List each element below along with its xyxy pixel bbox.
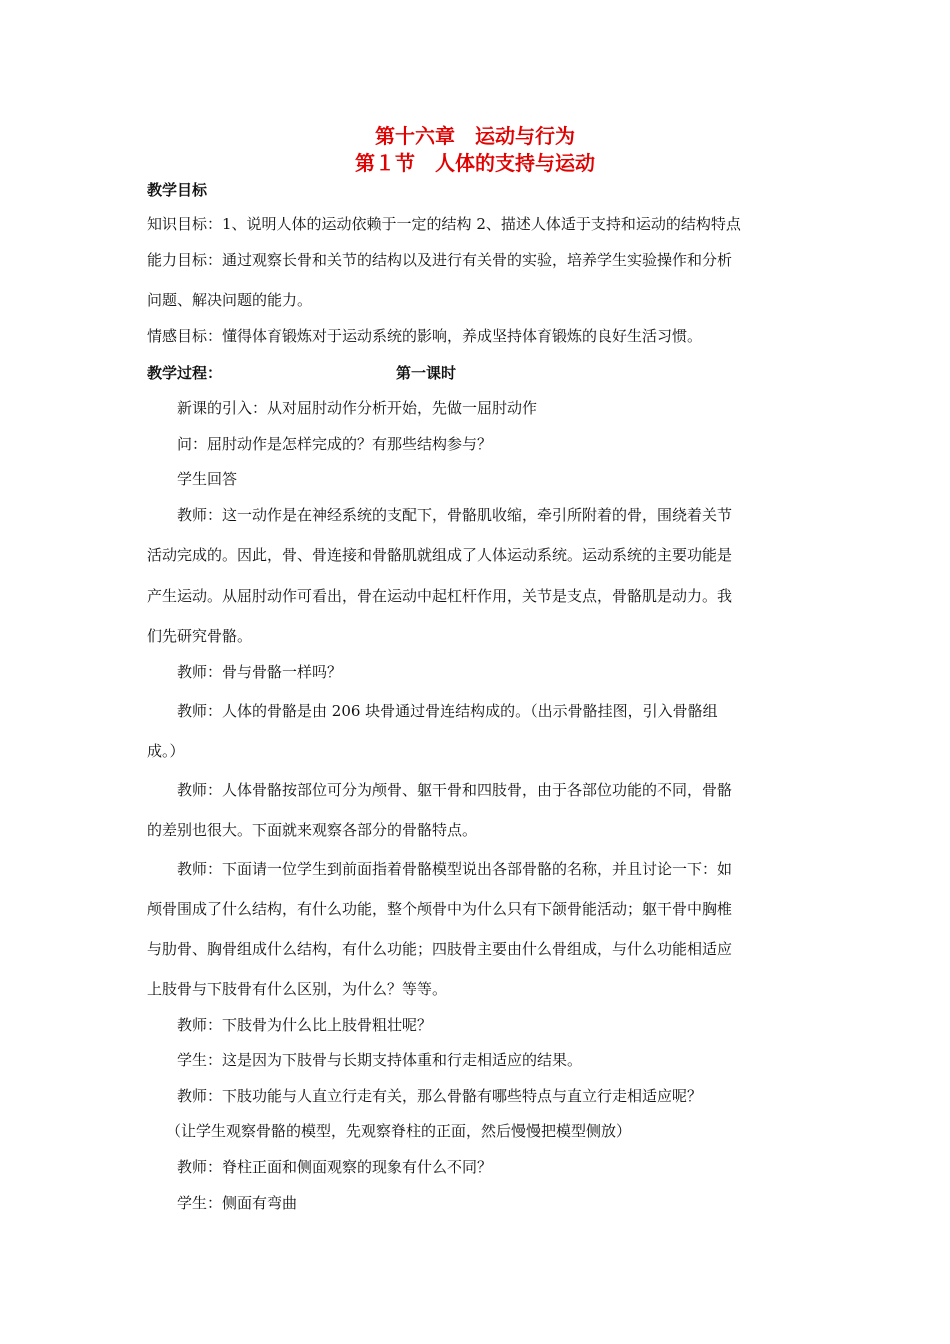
- lesson-label: 第一课时: [396, 364, 457, 382]
- paragraph-line: 学生回答: [177, 470, 238, 488]
- paragraph-line: 新课的引入：从对屈肘动作分析开始，先做一屈肘动作: [177, 399, 538, 417]
- emotion-goal: 情感目标：懂得体育锻炼对于运动系统的影响，养成坚持体育锻炼的良好生活习惯。: [147, 327, 703, 345]
- paragraph-line: 学生：侧面有弯曲: [177, 1194, 298, 1212]
- paragraph-line: 颅骨围成了什么结构，有什么功能，整个颅骨中为什么只有下颌骨能活动；躯干骨中胸椎: [147, 900, 733, 918]
- paragraph-line: 教师：人体骨骼按部位可分为颅骨、躯干骨和四肢骨，由于各部位功能的不同，骨骼: [177, 781, 733, 799]
- goals-heading: 教学目标: [147, 181, 208, 199]
- paragraph-line: 活动完成的。因此，骨、骨连接和骨骼肌就组成了人体运动系统。运动系统的主要功能是: [147, 546, 733, 564]
- ability-goal-line-2: 问题、解决问题的能力。: [147, 291, 313, 309]
- paragraph-line: 教师：骨与骨骼一样吗？: [177, 663, 343, 681]
- paragraph-line: （让学生观察骨骼的模型，先观察脊柱的正面，然后慢慢把模型侧放）: [166, 1122, 632, 1140]
- paragraph-line: 教师：下肢功能与人直立行走有关，那么骨骼有哪些特点与直立行走相适应呢？: [177, 1087, 703, 1105]
- process-heading: 教学过程：: [147, 364, 223, 382]
- paragraph-line: 们先研究骨骼。: [147, 627, 253, 645]
- paragraph-line: 产生运动。从屈肘动作可看出，骨在运动中起杠杆作用，关节是支点，骨骼肌是动力。我: [147, 587, 733, 605]
- paragraph-line: 与肋骨、胸骨组成什么结构，有什么功能；四肢骨主要由什么骨组成，与什么功能相适应: [147, 940, 733, 958]
- paragraph-line: 问：屈肘动作是怎样完成的？有那些结构参与？: [177, 435, 493, 453]
- paragraph-line: 教师：人体的骨骼是由 206 块骨通过骨连结构成的。（出示骨骼挂图，引入骨骼组: [177, 702, 718, 720]
- paragraph-line: 成。）: [147, 742, 185, 760]
- paragraph-line: 的差别也很大。下面就来观察各部分的骨骼特点。: [147, 821, 478, 839]
- section-title: 第１节 人体的支持与运动: [355, 151, 595, 175]
- paragraph-line: 教师：脊柱正面和侧面观察的现象有什么不同？: [177, 1158, 493, 1176]
- paragraph-line: 上肢骨与下肢骨有什么区别，为什么？等等。: [147, 980, 448, 998]
- chapter-title: 第十六章 运动与行为: [375, 124, 575, 148]
- ability-goal-line-1: 能力目标：通过观察长骨和关节的结构以及进行有关骨的实验，培养学生实验操作和分析: [147, 251, 733, 269]
- knowledge-goal: 知识目标：1、说明人体的运动依赖于一定的结构 2、描述人体适于支持和运动的结构特点: [147, 215, 741, 233]
- paragraph-line: 教师：下肢骨为什么比上肢骨粗壮呢？: [177, 1016, 433, 1034]
- paragraph-line: 教师：下面请一位学生到前面指着骨骼模型说出各部骨骼的名称，并且讨论一下：如: [177, 860, 733, 878]
- paragraph-line: 学生：这是因为下肢骨与长期支持体重和行走相适应的结果。: [177, 1051, 583, 1069]
- paragraph-line: 教师：这一动作是在神经系统的支配下，骨骼肌收缩，牵引所附着的骨，围绕着关节: [177, 506, 733, 524]
